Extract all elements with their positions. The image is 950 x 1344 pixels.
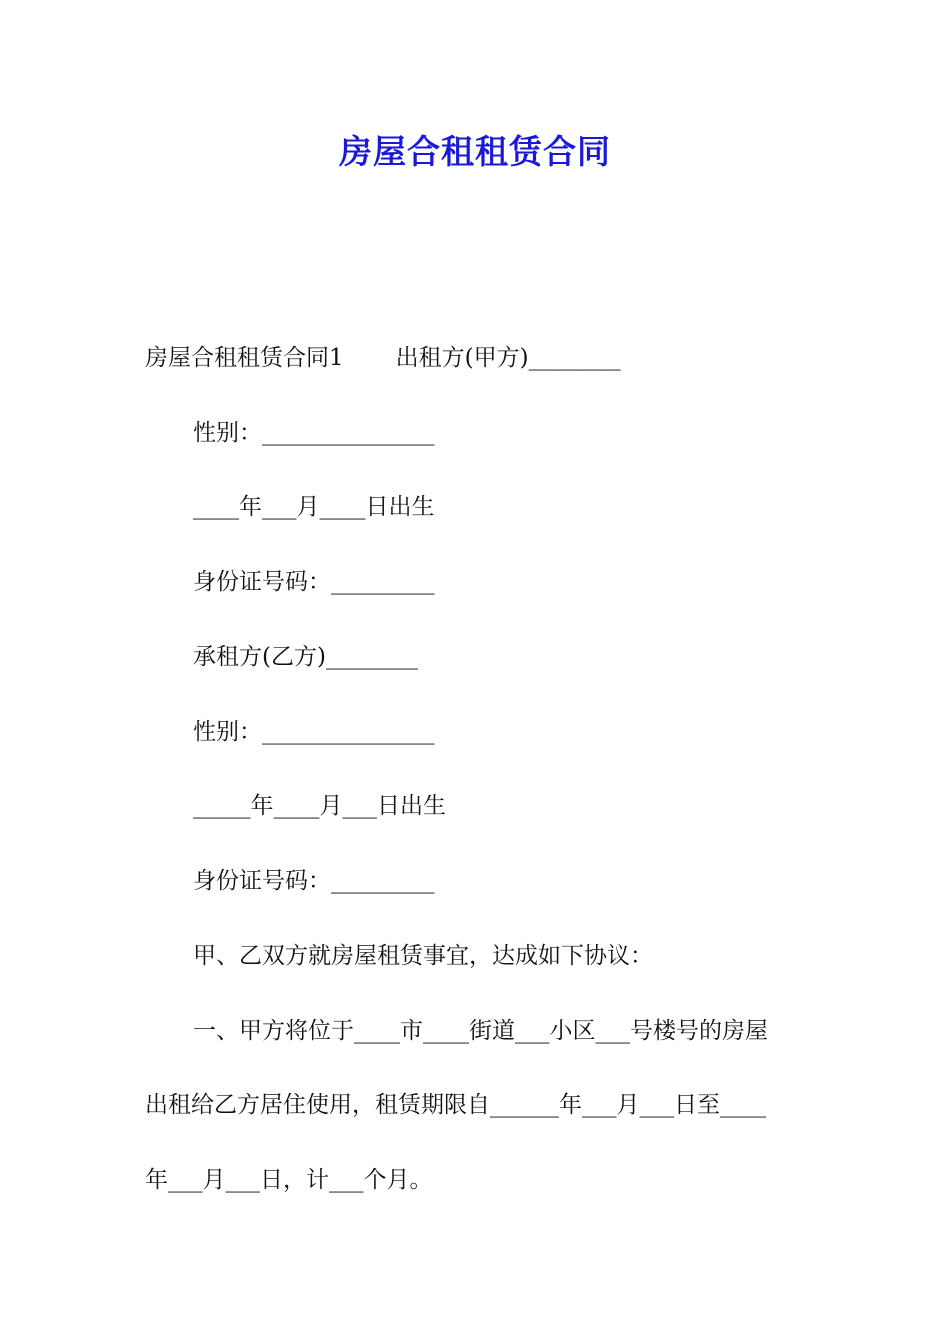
lessee-line: 承租方(乙方)________ [193,644,418,670]
lessor-label: 出租方(甲方)________ [395,345,621,371]
contract-number-label: 房屋合租租赁合同1 [145,345,344,371]
lessee-gender-line: 性别：_______________ [193,719,435,745]
document-title: 房屋合租租赁合同 [339,132,611,171]
lessee-birthdate-line: _____年____月___日出生 [193,793,446,819]
lessor-birthdate-line: ____年___月____日出生 [193,494,435,520]
lessor-gender-line: 性别：_______________ [193,420,435,446]
lessor-id-number-line: 身份证号码：_________ [193,569,435,595]
lessee-id-number-line: 身份证号码：_________ [193,868,435,894]
clause-one-line-3: 年___月___日，计___个月。 [145,1167,433,1193]
agreement-intro-line: 甲、乙双方就房屋租赁事宜，达成如下协议： [193,943,653,969]
clause-one-line-2: 出租给乙方居住使用，租赁期限自______年___月___日至____ [145,1092,766,1118]
contract-heading-line [145,342,621,374]
clause-one-line-1: 一、甲方将位于____市____街道___小区___号楼号的房屋 [193,1018,768,1044]
